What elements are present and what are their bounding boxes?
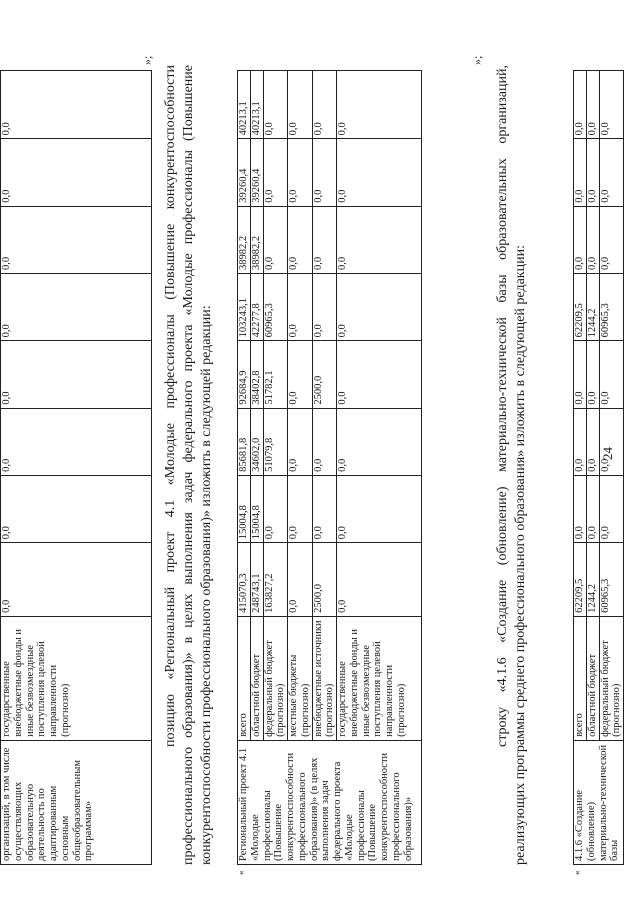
value-cell: 0,0 bbox=[288, 475, 313, 542]
value-cell: 38982,2 bbox=[250, 206, 263, 273]
value-cell: 0,0 bbox=[574, 341, 587, 408]
paragraph-1: позицию «Региональный проект 4.1 «Молодые профессионалы (Повышение конкурентоспособности профессионального образования)» в целях выполнения задач федерального проекта «Молодые профессионалы (Повышение конкурентоспособности профессионального образования)» изложить в следующей редакции: bbox=[163, 65, 214, 865]
value-cell: 51079,8 bbox=[263, 408, 288, 475]
source-cell: областной бюджет bbox=[586, 616, 599, 740]
value-cell: 0,0 bbox=[586, 475, 599, 542]
value-cell: 0,0 bbox=[1, 274, 152, 341]
value-cell: 0,0 bbox=[599, 139, 624, 206]
value-cell: 0,0 bbox=[288, 139, 313, 206]
value-cell: 0,0 bbox=[1, 475, 152, 542]
value-cell: 0,0 bbox=[1, 139, 152, 206]
table-row bbox=[574, 71, 587, 865]
value-cell: 0,0 bbox=[1, 206, 152, 273]
value-cell: 0,0 bbox=[288, 543, 313, 617]
value-cell: 0,0 bbox=[337, 71, 422, 139]
value-cell: 42277,8 bbox=[250, 274, 263, 341]
value-cell: 60965,3 bbox=[599, 543, 624, 617]
value-cell: 0,0 bbox=[288, 71, 313, 139]
project-name-cell: организаций, в том числе осуществляющих образовательную деятельность по адаптированным основным общеобразовательным программам» bbox=[1, 740, 152, 864]
paragraph-2: строку «4.1.6 «Создание (обновление) материально-технической базы образовательных организаций, реализующих программы среднего профессионального образования» изложить в следующей редакции: bbox=[495, 65, 528, 865]
value-cell: 0,0 bbox=[337, 341, 422, 408]
close-quote-mark: »; bbox=[140, 55, 154, 65]
source-cell: всего bbox=[574, 616, 587, 740]
value-cell: 0,0 bbox=[586, 71, 599, 139]
value-cell: 0,0 bbox=[574, 408, 587, 475]
value-cell: 39260,4 bbox=[238, 139, 251, 206]
value-cell: 60965,3 bbox=[599, 274, 624, 341]
value-cell: 163827,2 bbox=[263, 543, 288, 617]
value-cell: 51782,1 bbox=[263, 341, 288, 408]
table-top-fragment bbox=[0, 70, 152, 865]
value-cell: 0,0 bbox=[599, 341, 624, 408]
page-number: 24 bbox=[600, 447, 615, 460]
value-cell: 15004,8 bbox=[250, 475, 263, 542]
source-cell: внебюджетные источники (прогнозно) bbox=[312, 616, 337, 740]
value-cell: 0,0 bbox=[263, 139, 288, 206]
value-cell: 0,0 bbox=[586, 139, 599, 206]
value-cell: 0,0 bbox=[574, 206, 587, 273]
value-cell: 0,0 bbox=[1, 71, 152, 139]
value-cell: 0,0 bbox=[574, 475, 587, 542]
source-cell: федеральный бюджет (прогнозно) bbox=[263, 616, 288, 740]
value-cell: 62209,5 bbox=[574, 274, 587, 341]
value-cell: 92684,9 bbox=[238, 341, 251, 408]
source-cell: местные бюджеты (прогнозно) bbox=[288, 616, 313, 740]
value-cell: 248743,1 bbox=[250, 543, 263, 617]
value-cell: 0,0 bbox=[586, 341, 599, 408]
source-cell: областной бюджет bbox=[250, 616, 263, 740]
value-cell: 0,0 bbox=[337, 408, 422, 475]
value-cell: 103243,1 bbox=[238, 274, 251, 341]
value-cell: 85681,8 bbox=[238, 408, 251, 475]
value-cell: 0,0 bbox=[1, 408, 152, 475]
value-cell: 0,0 bbox=[312, 274, 337, 341]
value-cell: 0,0 bbox=[586, 206, 599, 273]
value-cell: 1244,2 bbox=[586, 543, 599, 617]
value-cell: 0,0 bbox=[312, 139, 337, 206]
value-cell: 0,0 bbox=[288, 206, 313, 273]
value-cell: 2500,0 bbox=[312, 341, 337, 408]
value-cell: 0,0 bbox=[599, 408, 624, 475]
value-cell: 1244,2 bbox=[586, 274, 599, 341]
table-row bbox=[1, 71, 152, 865]
value-cell: 0,0 bbox=[586, 408, 599, 475]
value-cell: 0,0 bbox=[312, 408, 337, 475]
table-regional-project bbox=[237, 70, 422, 865]
value-cell: 0,0 bbox=[337, 206, 422, 273]
value-cell: 0,0 bbox=[599, 475, 624, 542]
value-cell: 15004,8 bbox=[238, 475, 251, 542]
value-cell: 62209,5 bbox=[574, 543, 587, 617]
value-cell: 0,0 bbox=[312, 71, 337, 139]
table-item-4-1-6 bbox=[573, 70, 624, 865]
value-cell: 60965,3 bbox=[263, 274, 288, 341]
value-cell: 0,0 bbox=[288, 274, 313, 341]
value-cell: 0,0 bbox=[337, 475, 422, 542]
value-cell: 0,0 bbox=[599, 206, 624, 273]
open-quote-mark: « bbox=[572, 870, 582, 875]
value-cell: 0,0 bbox=[337, 274, 422, 341]
value-cell: 0,0 bbox=[337, 139, 422, 206]
value-cell: 0,0 bbox=[574, 139, 587, 206]
value-cell: 0,0 bbox=[263, 206, 288, 273]
value-cell: 38982,2 bbox=[238, 206, 251, 273]
source-cell: государственные внебюджетные фонды и иные безвозмездные поступления целевой направленности (прогнозно) bbox=[337, 616, 422, 740]
value-cell: 0,0 bbox=[599, 71, 624, 139]
value-cell: 38402,8 bbox=[250, 341, 263, 408]
value-cell: 0,0 bbox=[312, 475, 337, 542]
open-quote-mark: « bbox=[236, 870, 246, 875]
value-cell: 34602,0 bbox=[250, 408, 263, 475]
value-cell: 40213,1 bbox=[250, 71, 263, 139]
close-quote-mark: »; bbox=[470, 55, 484, 65]
value-cell: 2500,0 bbox=[312, 543, 337, 617]
project-name-cell: 4.1.6 «Создание (обновление) материально-технической базы bbox=[574, 740, 624, 864]
source-cell: федеральный бюджет (прогнозно) bbox=[599, 616, 624, 740]
value-cell: 415070,3 bbox=[238, 543, 251, 617]
value-cell: 0,0 bbox=[263, 71, 288, 139]
project-name-cell: Региональный проект 4.1 «Молодые профессионалы (Повышение конкурентоспособности профессионального образования)» (в целях выполнения задач федерального проекта «Молодые профессионалы (Повышение конкурентоспособности профессионального образования)» bbox=[238, 740, 422, 864]
value-cell: 40213,1 bbox=[238, 71, 251, 139]
value-cell: 0,0 bbox=[1, 543, 152, 617]
source-cell: всего bbox=[238, 616, 251, 740]
value-cell: 0,0 bbox=[312, 206, 337, 273]
value-cell: 0,0 bbox=[574, 71, 587, 139]
value-cell: 0,0 bbox=[288, 341, 313, 408]
value-cell: 39260,4 bbox=[250, 139, 263, 206]
source-cell: государственные внебюджетные фонды и иные безвозмездные поступления целевой направленности (прогнозно) bbox=[1, 616, 152, 740]
value-cell: 0,0 bbox=[337, 543, 422, 617]
table-row bbox=[238, 71, 251, 865]
value-cell: 0,0 bbox=[288, 408, 313, 475]
value-cell: 0,0 bbox=[263, 475, 288, 542]
value-cell: 0,0 bbox=[1, 341, 152, 408]
